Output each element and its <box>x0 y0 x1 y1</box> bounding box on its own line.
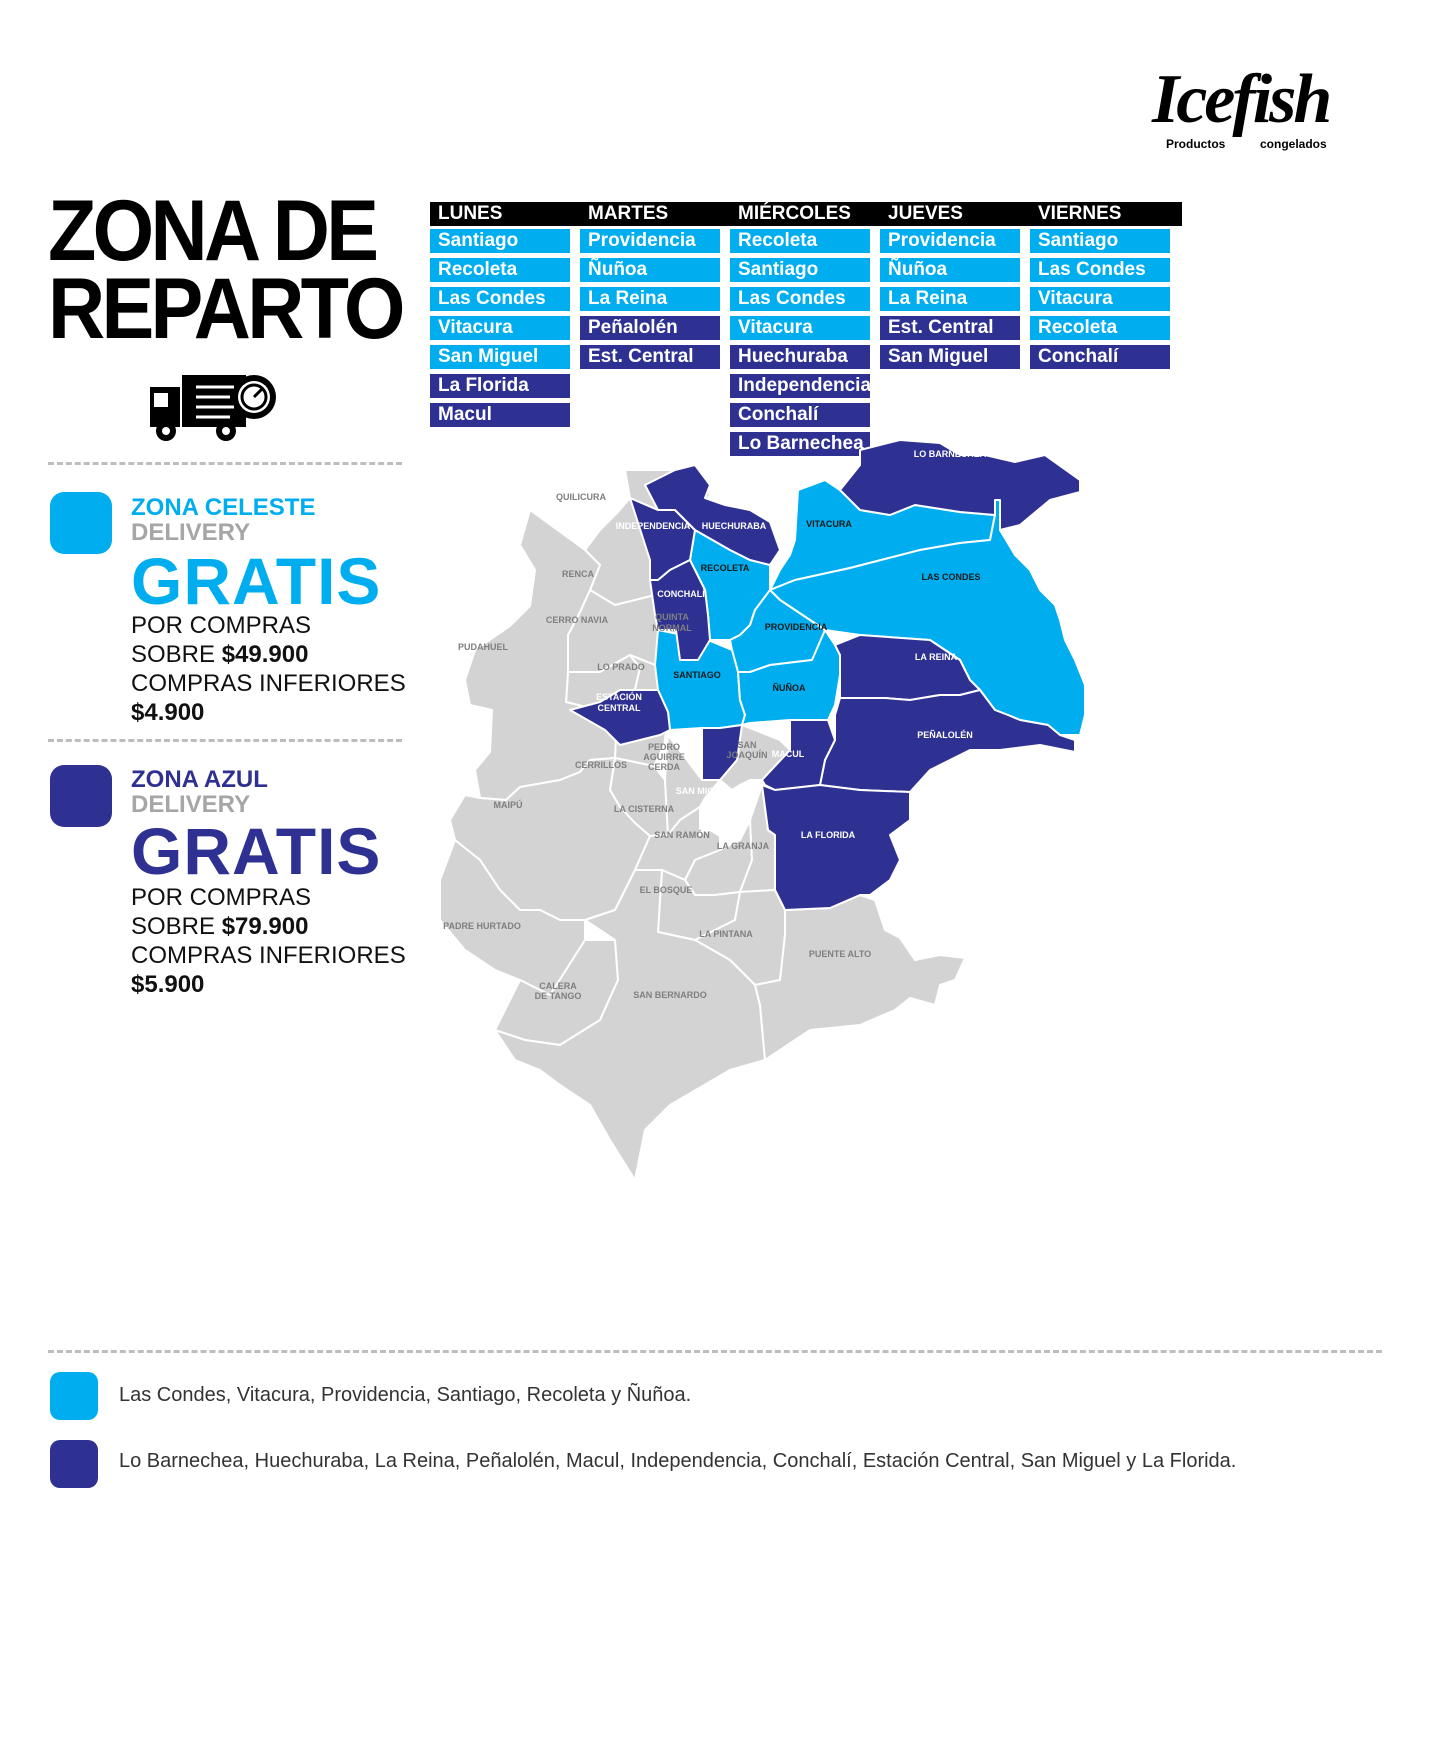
schedule-commune: Vitacura <box>430 316 570 340</box>
fee-amount: $5.900 <box>131 971 205 998</box>
map-label-san-ramon: SAN RAMÓN <box>654 830 710 840</box>
map-label-macul: MACUL <box>771 749 805 759</box>
map-label-padre-hurtado: PADRE HURTADO <box>443 921 521 931</box>
santiago-delivery-map <box>440 440 1220 1330</box>
map-label-quinta-normal-1: QUINTA <box>655 612 689 622</box>
map-label-quinta-normal-2: NORMAL <box>652 623 692 633</box>
condition-line: COMPRAS INFERIORES <box>131 670 406 697</box>
schedule-commune: Peñalolén <box>580 316 720 340</box>
schedule-day-header: MIÉRCOLES <box>730 202 882 226</box>
map-label-pac-3: CERDA <box>647 762 681 772</box>
map-label-pudahuel: PUDAHUEL <box>457 642 509 652</box>
legend-celeste-text: Las Condes, Vitacura, Providencia, Santiago, Recoleta y Ñuñoa. <box>119 1384 692 1406</box>
condition-line: SOBRE $49.900 <box>131 641 309 668</box>
schedule-day-header: MARTES <box>580 202 732 226</box>
schedule-commune: La Florida <box>430 374 570 398</box>
schedule-commune: Lo Barnechea <box>730 432 870 456</box>
map-label-recoleta: RECOLETA <box>700 563 750 573</box>
map-label-lo-barnechea: LO BARNECHEA <box>913 449 987 459</box>
schedule-commune: Est. Central <box>580 345 720 369</box>
zona-azul-conditions <box>131 883 406 999</box>
zona-celeste-title: ZONA CELESTE <box>131 494 316 521</box>
schedule-commune: San Miguel <box>430 345 570 369</box>
map-label-providencia: PROVIDENCIA <box>764 622 828 632</box>
divider <box>48 462 402 465</box>
delivery-truck-icon <box>146 365 286 445</box>
map-label-cerrillos: CERRILLOS <box>574 760 628 770</box>
schedule-commune: Santiago <box>430 229 570 253</box>
schedule-commune: Independencia <box>730 374 870 398</box>
region-la-florida <box>762 785 910 910</box>
legend-azul-text: Lo Barnechea, Huechuraba, La Reina, Peñalolén, Macul, Independencia, Conchalí, Estación Central, San Miguel y La Florida. <box>119 1450 1237 1472</box>
threshold-amount: $79.900 <box>221 913 309 940</box>
map-label-san-joaquin-1: SAN <box>737 740 757 750</box>
page-title <box>48 183 402 357</box>
map-label-la-cisterna: LA CISTERNA <box>613 804 675 814</box>
logo-brand: Icefish <box>1152 62 1330 138</box>
title-line-2: REPARTO <box>48 261 402 357</box>
region-puente-alto <box>755 895 965 1060</box>
schedule-commune: Recoleta <box>730 229 870 253</box>
map-label-el-bosque: EL BOSQUE <box>639 885 693 895</box>
map-label-san-miguel: SAN MIGUEL <box>675 786 733 796</box>
threshold-amount: $49.900 <box>221 641 309 668</box>
zona-azul-title: ZONA AZUL <box>131 766 268 793</box>
zona-azul-swatch <box>50 765 112 827</box>
map-label-penalolen: PEÑALOLÉN <box>917 730 973 740</box>
map-label-la-reina: LA REINA <box>914 652 958 662</box>
map-label-independencia: INDEPENDENCIA <box>615 521 691 531</box>
schedule-commune: Santiago <box>730 258 870 282</box>
schedule-commune: Recoleta <box>1030 316 1170 340</box>
schedule-commune: Conchalí <box>1030 345 1170 369</box>
schedule-commune: Ñuñoa <box>580 258 720 282</box>
map-label-santiago: SANTIAGO <box>673 670 721 680</box>
schedule-commune: Las Condes <box>730 287 870 311</box>
schedule-commune: Vitacura <box>1030 287 1170 311</box>
schedule-commune: Las Condes <box>430 287 570 311</box>
map-label-calera-1: CALERA <box>539 981 577 991</box>
schedule-commune: Recoleta <box>430 258 570 282</box>
legend-azul-swatch <box>50 1440 98 1488</box>
map-label-nunoa: ÑUÑOA <box>772 683 806 693</box>
map-label-puente-alto: PUENTE ALTO <box>808 949 872 959</box>
schedule-commune: Las Condes <box>1030 258 1170 282</box>
schedule-commune: Ñuñoa <box>880 258 1020 282</box>
schedule-commune: Est. Central <box>880 316 1020 340</box>
zona-celeste-delivery: DELIVERY <box>131 519 251 546</box>
schedule-commune: Huechuraba <box>730 345 870 369</box>
map-label-renca: RENCA <box>561 569 595 579</box>
zona-azul-delivery: DELIVERY <box>131 791 251 818</box>
schedule-commune: Vitacura <box>730 316 870 340</box>
map-label-estacion-1: ESTACIÓN <box>596 692 642 702</box>
zona-celeste-swatch <box>50 492 112 554</box>
divider <box>48 1350 1382 1353</box>
logo-tagline-1: Productos <box>1166 137 1226 151</box>
schedule-commune: Providencia <box>880 229 1020 253</box>
legend-celeste-swatch <box>50 1372 98 1420</box>
map-label-calera-2: DE TANGO <box>534 991 582 1001</box>
condition-line: POR COMPRAS <box>131 612 312 639</box>
map-label-san-joaquin-2: JOAQUÍN <box>726 750 768 760</box>
map-label-pac-2: AGUIRRE <box>643 752 685 762</box>
map-label-maipu: MAIPÚ <box>493 800 523 810</box>
condition-line: COMPRAS INFERIORES <box>131 942 406 969</box>
map-label-las-condes: LAS CONDES <box>921 572 981 582</box>
map-label-conchali: CONCHALÍ <box>657 589 705 599</box>
map-label-huechuraba: HUECHURABA <box>701 521 767 531</box>
logo-tagline-2: congelados <box>1260 137 1327 151</box>
map-label-la-granja: LA GRANJA <box>716 841 770 851</box>
map-label-la-florida: LA FLORIDA <box>800 830 856 840</box>
schedule-commune: Macul <box>430 403 570 427</box>
divider <box>48 739 402 742</box>
condition-line: POR COMPRAS <box>131 884 312 911</box>
zona-celeste-gratis: GRATIS <box>131 544 382 618</box>
fee-amount: $4.900 <box>131 699 205 726</box>
schedule-day-header: VIERNES <box>1030 202 1182 226</box>
map-label-quilicura: QUILICURA <box>556 492 606 502</box>
map-label-vitacura: VITACURA <box>806 519 852 529</box>
schedule-commune: Santiago <box>1030 229 1170 253</box>
title-line-1: ZONA DE <box>48 183 376 279</box>
schedule-commune: San Miguel <box>880 345 1020 369</box>
map-label-la-pintana: LA PINTANA <box>699 929 753 939</box>
schedule-commune: Providencia <box>580 229 720 253</box>
zona-azul-gratis: GRATIS <box>131 814 382 888</box>
zona-celeste-conditions <box>131 611 406 727</box>
schedule-day-header: LUNES <box>430 202 582 226</box>
map-label-san-bernardo: SAN BERNARDO <box>633 990 707 1000</box>
map-label-estacion-2: CENTRAL <box>597 703 641 713</box>
map-label-pac-1: PEDRO <box>647 742 681 752</box>
icefish-logo <box>1150 62 1380 162</box>
schedule-commune: La Reina <box>580 287 720 311</box>
schedule-day-header: JUEVES <box>880 202 1032 226</box>
schedule-commune: La Reina <box>880 287 1020 311</box>
schedule-commune: Conchalí <box>730 403 870 427</box>
condition-line: SOBRE $79.900 <box>131 913 309 940</box>
map-label-cerro-navia: CERRO NAVIA <box>545 615 609 625</box>
map-label-lo-prado: LO PRADO <box>597 662 645 672</box>
